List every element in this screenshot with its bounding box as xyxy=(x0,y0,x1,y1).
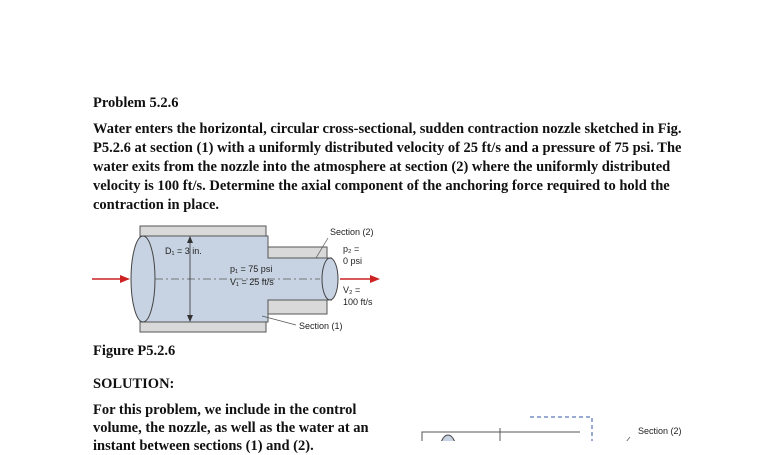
outlet-arrowhead-icon xyxy=(370,275,380,283)
nozzle-diagram xyxy=(92,226,380,332)
p2-label-line1: p₂ = xyxy=(343,244,360,254)
figure-caption: Figure P5.2.6 xyxy=(93,343,176,359)
inlet-arrowhead-icon xyxy=(120,275,130,283)
section2-label: Section (2) xyxy=(330,227,374,237)
solution-heading: SOLUTION: xyxy=(93,376,175,392)
problem-statement: Water enters the horizontal, circular cross-sectional, sudden contraction nozzle sketched in Fig. P5.2.6 at section (1) with a uniformly distributed velocity of 25 ft/s and a pressure of 75 psi. The water exits from the nozzle into the atmosphere at section (2) where the uniformly distributed velocity is 100 ft/s. Determine the axial component of the anchoring force required to hold the contraction in place. xyxy=(93,121,682,213)
inlet-section-ellipse xyxy=(131,236,155,322)
solution-diagram xyxy=(422,417,682,441)
solution-text: For this problem, we include in the control volume, the nozzle, as well as the water at an instant between sections (1) and (2). xyxy=(93,402,369,454)
v2-label-line1: V₂ = xyxy=(343,285,361,295)
v1-label: V₁ = 25 ft/s xyxy=(230,277,274,287)
p1-label: p₁ = 75 psi xyxy=(230,264,273,274)
solution-section2-label: Section (2) xyxy=(638,426,682,436)
p2-label-line2: 0 psi xyxy=(343,256,363,266)
solution-control-volume xyxy=(530,417,592,441)
section1-label: Section (1) xyxy=(299,321,343,331)
d1-label: D₁ = 3 in. xyxy=(165,246,202,256)
solution-inlet-ellipse xyxy=(439,435,457,441)
solution-section2-leader xyxy=(622,437,630,441)
outlet-section-ellipse xyxy=(322,258,338,300)
v2-label-line2: 100 ft/s xyxy=(343,297,373,307)
problem-title: Problem 5.2.6 xyxy=(93,95,179,111)
